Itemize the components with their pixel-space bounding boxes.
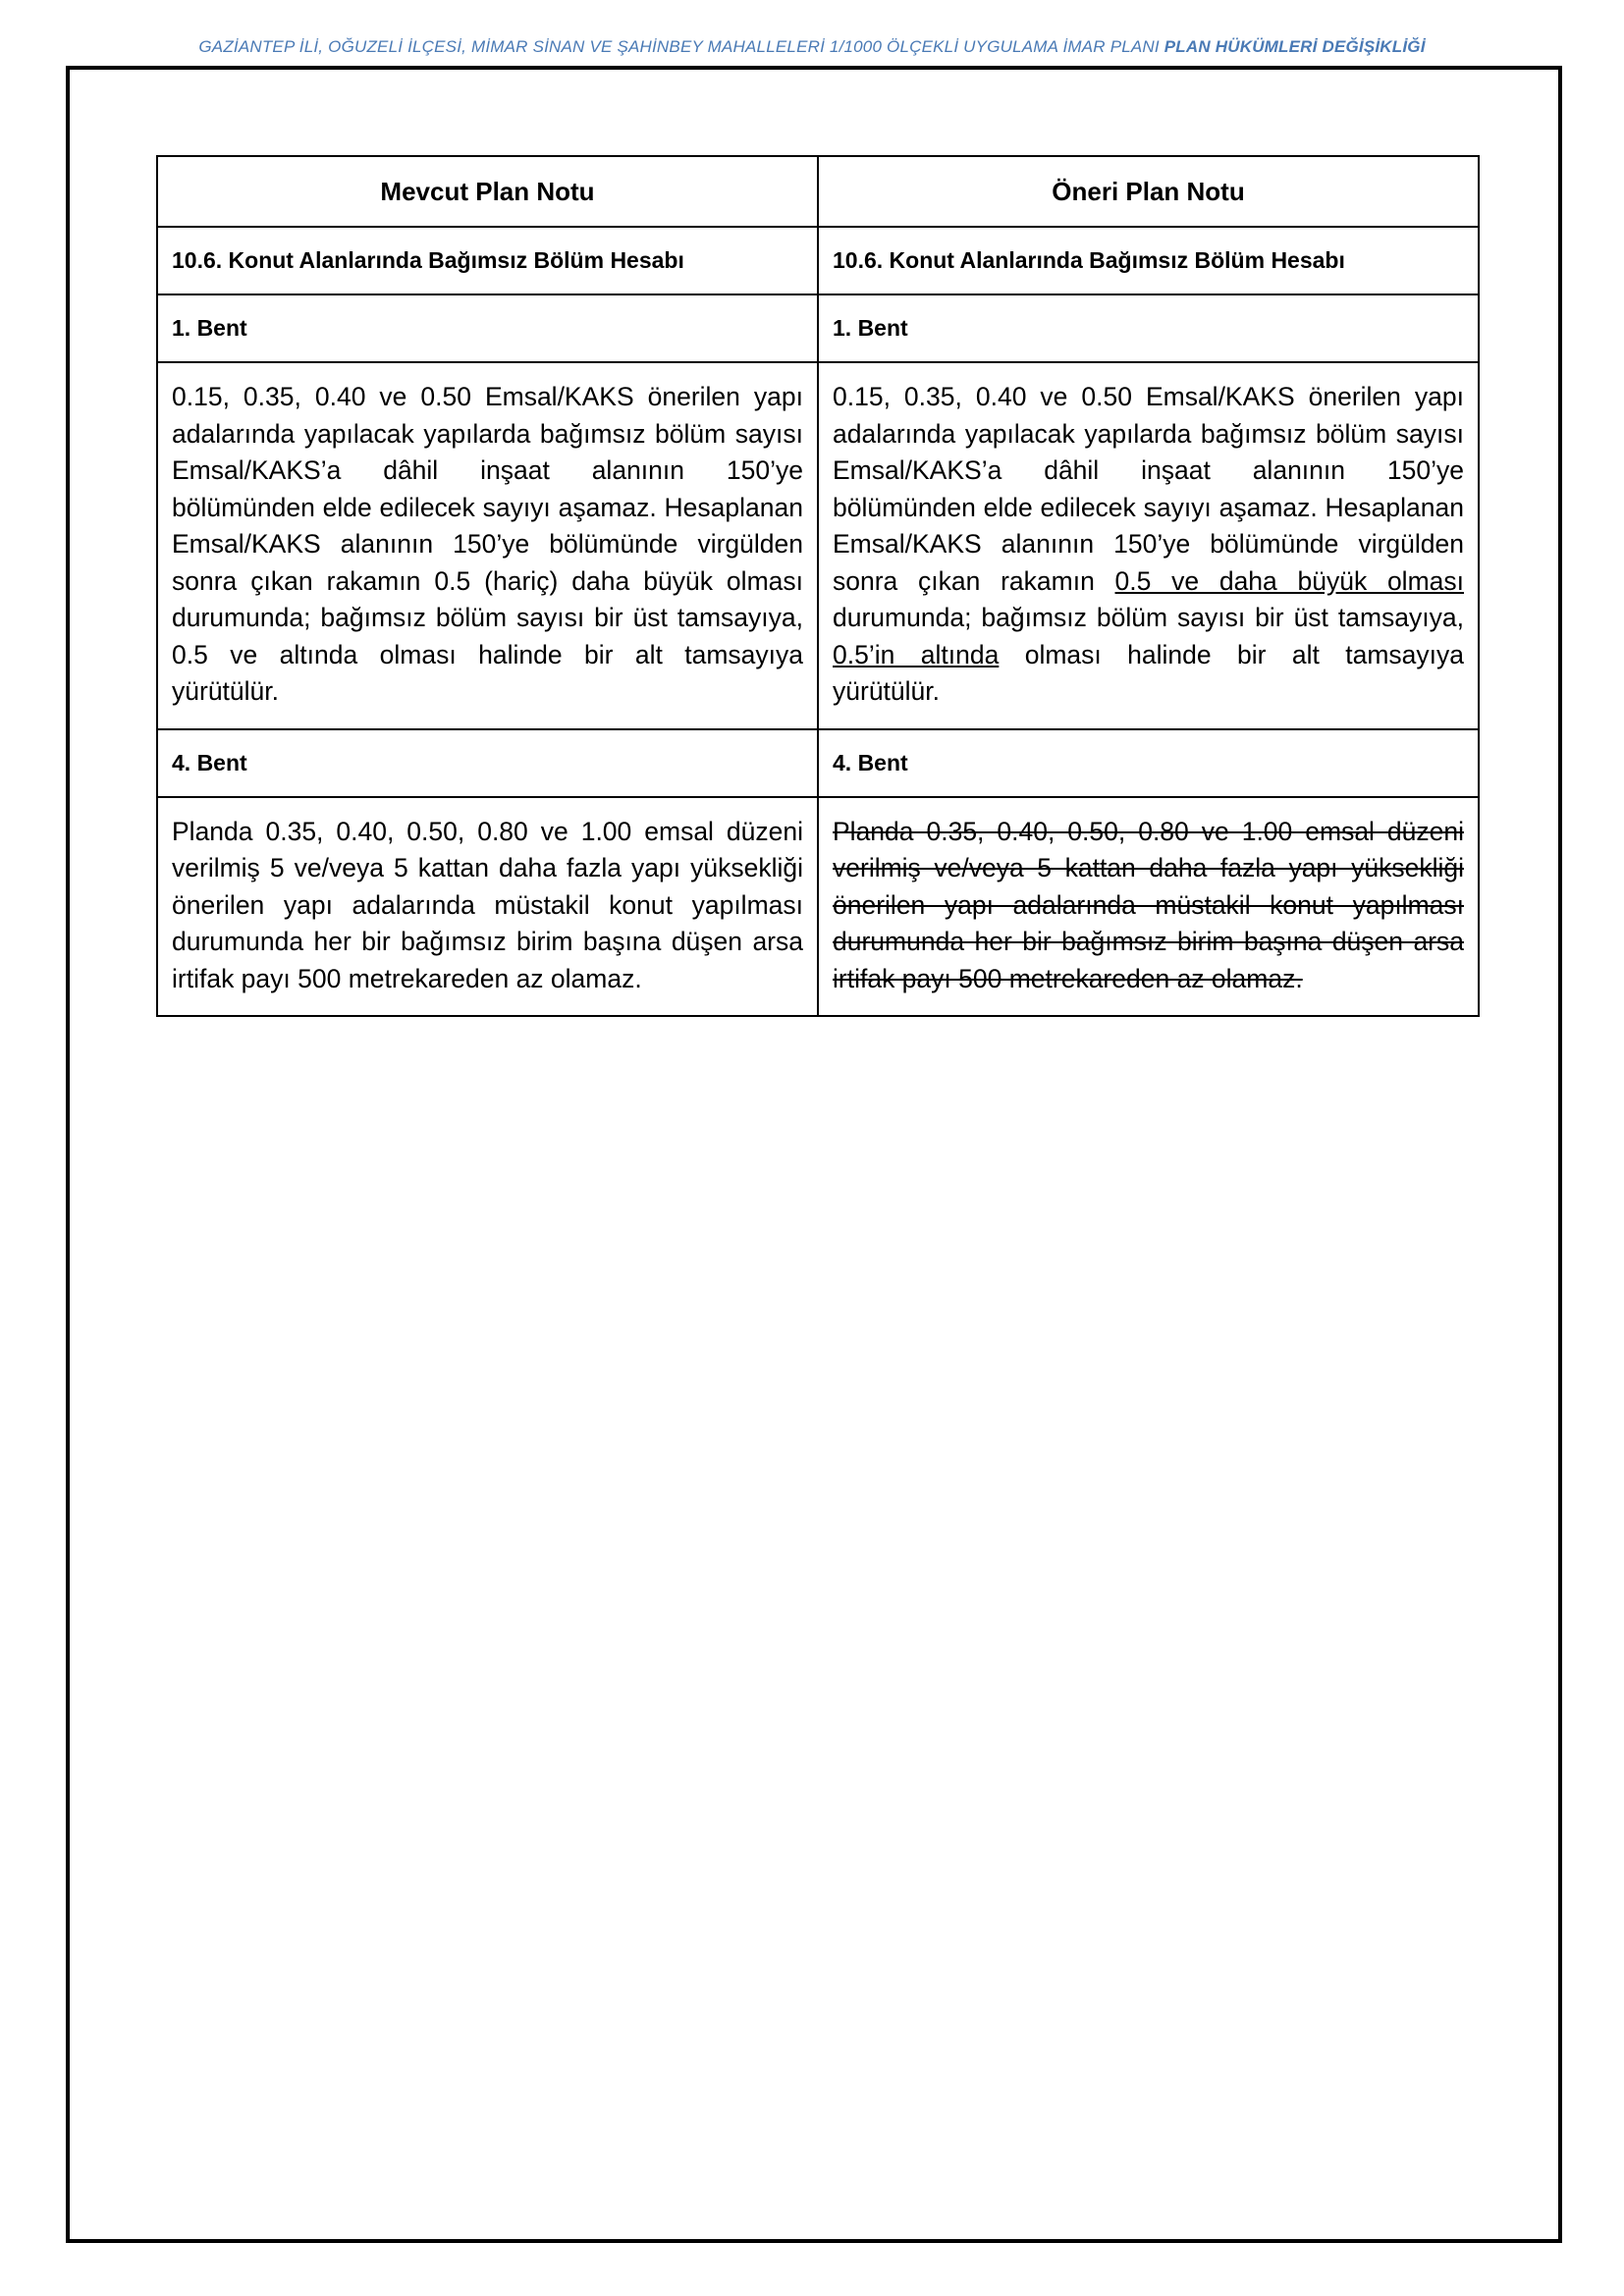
bent1-text-current: 0.15, 0.35, 0.40 ve 0.50 Emsal/KAKS önerilen yapı adalarında yapılacak yapılarda bağımsız bölüm sayısı Emsal/KAKS’a dâhil inşaat alanının 150’ye bölümünden elde edilecek sayıyı aşamaz. Hesaplanan Emsal/KAKS alanının 150’ye bölümünde virgülden sonra çıkan rakamın 0.5 (hariç) daha büyük olması durumunda; bağımsız bölüm sayısı bir üst tamsayıya, 0.5 ve altında olması halinde bir alt tamsayıya yürütülür. [157, 362, 818, 729]
table-row [157, 797, 1479, 1017]
column-header-proposed: Öneri Plan Notu [818, 156, 1479, 227]
table-row [157, 362, 1479, 729]
page-header [0, 37, 1624, 57]
bent4-label-proposed: 4. Bent [818, 729, 1479, 797]
bent4-text-proposed-struck: Planda 0.35, 0.40, 0.50, 0.80 ve 1.00 emsal düzeni verilmiş ve/veya 5 kattan daha fazla yapı yüksekliği önerilen yapı adalarında müstakil konut yapılması durumunda her bir bağımsız birim başına düşen arsa irtifak payı 500 metrekareden az olamaz. [818, 797, 1479, 1017]
section-title-current: 10.6. Konut Alanlarında Bağımsız Bölüm Hesabı [157, 227, 818, 294]
table-row [157, 729, 1479, 797]
table-row [157, 294, 1479, 362]
bent1-proposed-part1: 0.15, 0.35, 0.40 ve 0.50 Emsal/KAKS önerilen yapı adalarında yapılacak yapılarda bağımsız bölüm sayısı Emsal/KAKS’a dâhil inşaat alanının 150’ye bölümünden elde edilecek sayıyı aşamaz. Hesaplanan Emsal/KAKS alanının 150’ye bölümünde virgülden sonra çıkan rakamın [833, 382, 1464, 596]
header-title: GAZİANTEP İLİ, OĞUZELİ İLÇESİ, MİMAR SİNAN VE ŞAHİNBEY MAHALLELERİ 1/1000 ÖLÇEKLİ UYGULAMA İMAR PLANI [198, 37, 1164, 56]
bent1-label-current: 1. Bent [157, 294, 818, 362]
bent1-proposed-underline2: 0.5’in altında [833, 639, 1000, 669]
bent4-label-current: 4. Bent [157, 729, 818, 797]
column-header-current: Mevcut Plan Notu [157, 156, 818, 227]
bent1-label-proposed: 1. Bent [818, 294, 1479, 362]
table-header-row [157, 156, 1479, 227]
table-row [157, 227, 1479, 294]
bent1-text-proposed [818, 362, 1479, 729]
bent1-proposed-part3: olması halinde bir alt tamsayıya yürütülür. [833, 639, 1464, 706]
bent1-proposed-underline1: 0.5 ve daha büyük olması [1114, 565, 1464, 596]
section-title-proposed: 10.6. Konut Alanlarında Bağımsız Bölüm Hesabı [818, 227, 1479, 294]
bent4-text-current: Planda 0.35, 0.40, 0.50, 0.80 ve 1.00 emsal düzeni verilmiş 5 ve/veya 5 kattan daha fazla yapı yüksekliği önerilen yapı adalarında müstakil konut yapılması durumunda her bir bağımsız birim başına düşen arsa irtifak payı 500 metrekareden az olamaz. [157, 797, 818, 1017]
plan-notes-table [156, 155, 1480, 1017]
header-title-bold: PLAN HÜKÜMLERİ DEĞİŞİKLİĞİ [1164, 37, 1426, 56]
bent1-proposed-part2: durumunda; bağımsız bölüm sayısı bir üst tamsayıya, [833, 603, 1464, 632]
